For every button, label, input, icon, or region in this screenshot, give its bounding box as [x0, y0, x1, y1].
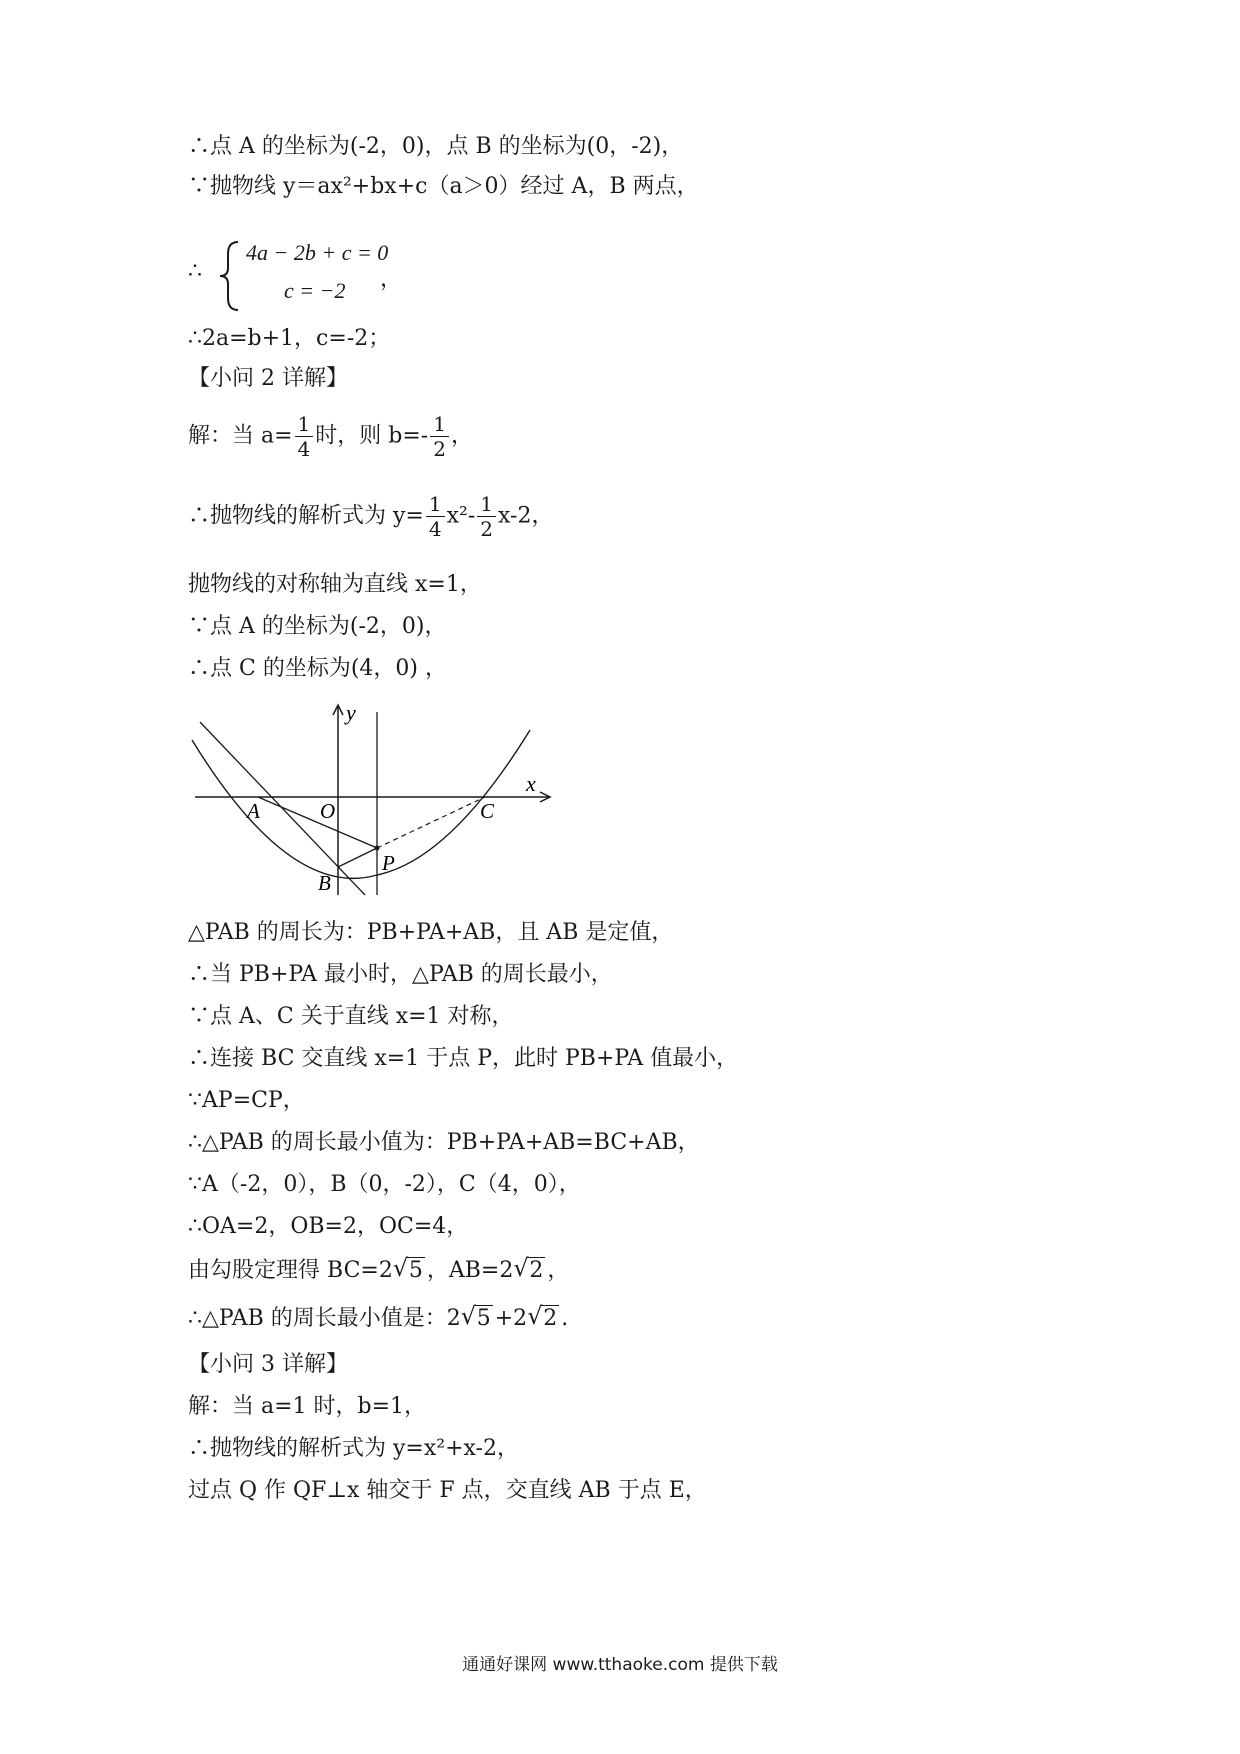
text-line: 过点 Q 作 QF⊥x 轴交于 F 点，交直线 AB 于点 E，	[188, 1478, 707, 1503]
segment-bp	[338, 848, 377, 867]
denominator: 4	[428, 517, 442, 541]
text-segment: .	[561, 1306, 569, 1331]
text-segment: 由勾股定理得 BC=2	[188, 1258, 393, 1283]
numerator: 1	[426, 492, 445, 517]
text-line: ∴当 PB+PA 最小时，△PAB 的周长最小，	[188, 962, 613, 987]
label-x: x	[526, 771, 536, 796]
text-line: ∵A（-2，0），B（0，-2），C（4，0），	[188, 1172, 581, 1197]
text-line: ∵AP=CP，	[188, 1088, 305, 1113]
text-line-fraction	[188, 492, 553, 541]
radicand: 2	[543, 1306, 558, 1331]
label-b: B	[318, 871, 331, 895]
text-line: 抛物线的对称轴为直线 x=1，	[188, 572, 482, 597]
equation-2: c = −2	[284, 278, 346, 303]
section-heading: 【小问 3 详解】	[188, 1352, 348, 1377]
denominator: 2	[480, 517, 493, 541]
sqrt-expression	[461, 1304, 493, 1334]
comma: ，	[380, 266, 403, 291]
label-a: A	[247, 799, 260, 823]
numerator: 1	[295, 412, 314, 437]
text-line: △PAB 的周长为：PB+PA+AB，且 AB 是定值，	[188, 920, 674, 945]
radicand: 5	[408, 1258, 423, 1283]
text-line: ∴连接 BC 交直线 x=1 于点 P，此时 PB+PA 值最小，	[188, 1046, 739, 1071]
fraction	[430, 412, 449, 461]
text-segment: 时，则 b=-	[315, 423, 429, 449]
text-segment: ∴抛物线的解析式为 y=	[188, 503, 424, 529]
sqrt-expression	[527, 1304, 559, 1334]
fraction	[295, 412, 314, 461]
text-line: ∴2a=b+1，c=-2；	[188, 326, 391, 351]
text-line-sqrt	[188, 1304, 568, 1334]
numerator: 1	[430, 412, 449, 437]
text-line: ∵点 A、C 关于直线 x=1 对称，	[188, 1004, 514, 1029]
text-segment: ∴△PAB 的周长最小值是：2	[188, 1306, 461, 1331]
label-p: P	[382, 851, 395, 875]
text-segment: 解：当 a=	[188, 423, 293, 449]
label-c: C	[480, 799, 495, 823]
segment-ap	[258, 797, 377, 848]
text-line: ∴OA=2，OB=2，OC=4，	[188, 1214, 469, 1239]
segment-pc-dashed	[377, 797, 485, 848]
label-y: y	[346, 700, 356, 725]
fraction	[426, 492, 445, 541]
sqrt-expression	[393, 1256, 425, 1286]
therefore-symbol: ∴	[188, 258, 202, 283]
line-ab	[200, 722, 365, 895]
text-line-fraction	[188, 412, 473, 461]
text-line: ∵点 A 的坐标为(-2，0)，	[188, 614, 447, 639]
text-line-sqrt	[188, 1256, 569, 1286]
text-line: ∴点 C 的坐标为(4，0) ，	[188, 656, 447, 681]
text-segment: +2	[494, 1306, 528, 1331]
text-segment: x-2，	[498, 503, 554, 529]
label-o: O	[320, 799, 336, 823]
parabola-diagram	[190, 700, 560, 900]
numerator: 1	[477, 492, 496, 517]
text-segment: ，	[547, 1258, 570, 1283]
text-line: ∵抛物线 y＝ax²+bx+c（a＞0）经过 A，B 两点，	[188, 174, 699, 199]
text-segment: x²-	[446, 503, 476, 529]
radicand: 5	[476, 1306, 491, 1331]
denominator: 2	[433, 437, 446, 461]
radicand: 2	[529, 1258, 544, 1283]
point-p	[375, 846, 380, 851]
text-line: ∴抛物线的解析式为 y=x²+x-2，	[188, 1436, 519, 1461]
equation-system	[188, 240, 448, 312]
equation-1: 4a − 2b + c = 0	[246, 240, 389, 265]
page-footer: 通通好课网 www.tthaoke.com 提供下载	[462, 1655, 778, 1675]
text-line: ∴点 A 的坐标为(-2，0)，点 B 的坐标为(0，-2)，	[188, 134, 684, 159]
text-segment: ，AB=2	[426, 1258, 514, 1283]
brace-icon	[218, 240, 242, 312]
section-heading: 【小问 2 详解】	[188, 366, 348, 391]
text-line: ∴△PAB 的周长最小值为：PB+PA+AB=BC+AB，	[188, 1130, 700, 1155]
text-line: 解：当 a=1 时，b=1，	[188, 1394, 427, 1419]
sqrt-expression	[513, 1256, 545, 1286]
text-segment: ，	[450, 423, 473, 449]
denominator: 4	[297, 437, 311, 461]
fraction	[477, 492, 496, 541]
